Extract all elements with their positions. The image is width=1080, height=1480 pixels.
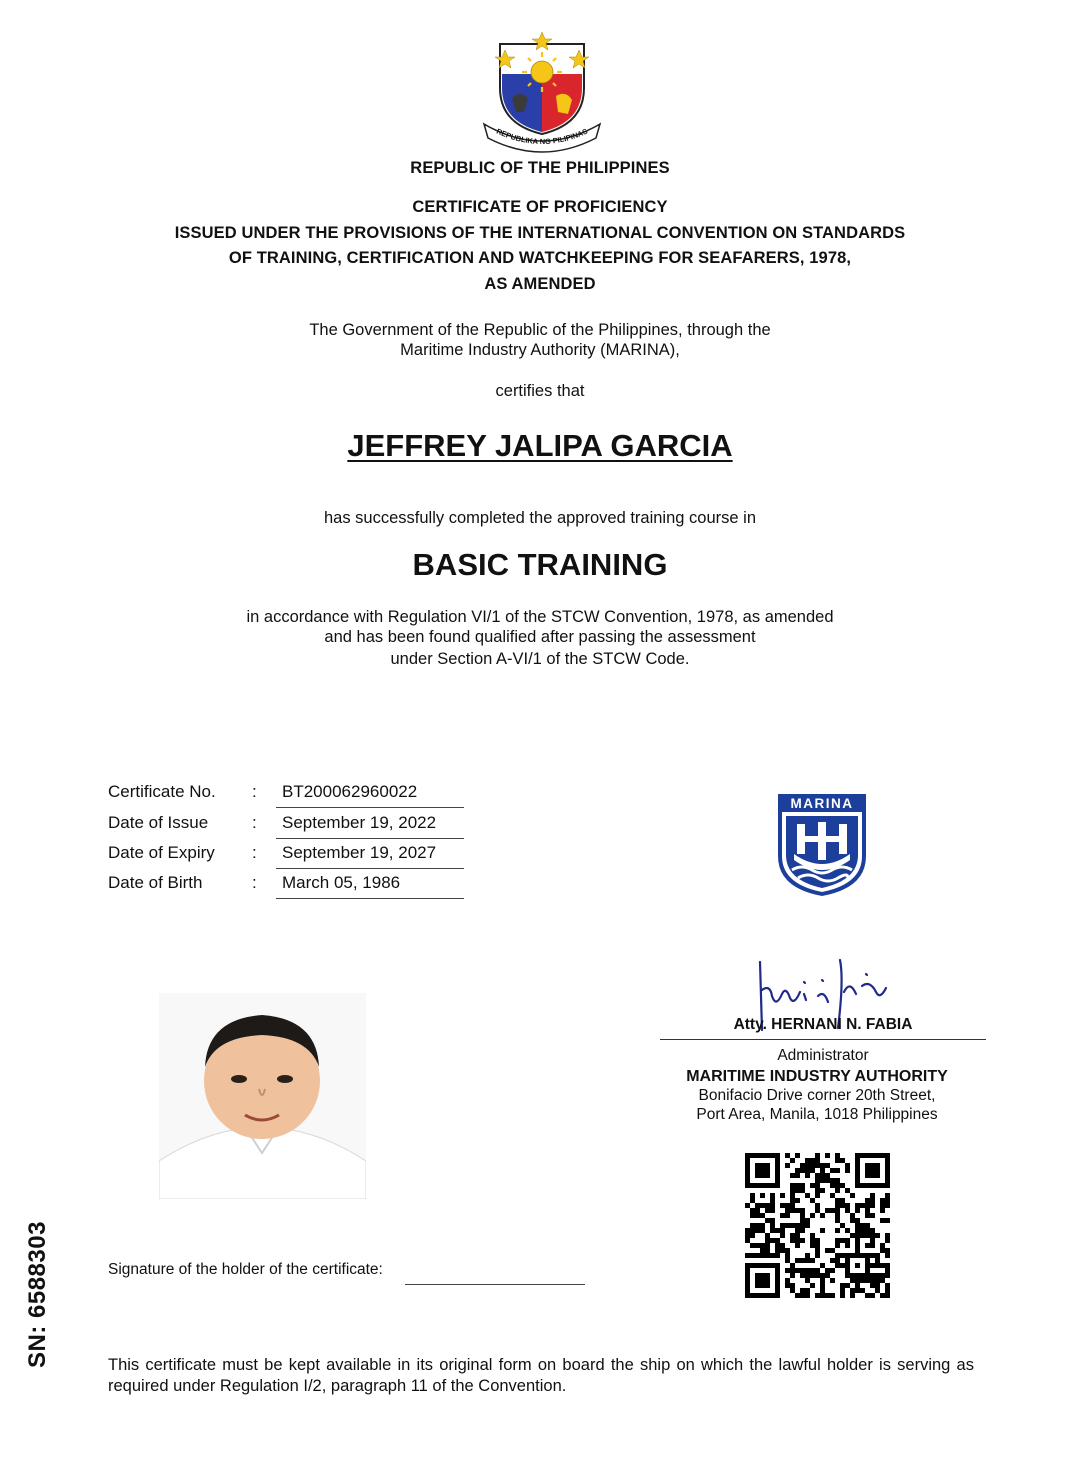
regulation-line-3: under Section A-VI/1 of the STCW Code.	[390, 650, 690, 668]
detail-label: Date of Issue	[108, 813, 209, 832]
coat-of-arms-seal	[472, 26, 612, 154]
agency-address-line-2: Port Area, Manila, 1018 Philippines	[696, 1106, 938, 1123]
detail-colon: :	[252, 813, 257, 832]
intro-line-2: Maritime Industry Authority (MARINA),	[400, 341, 680, 359]
holder-name: JEFFREY JALIPA GARCIA	[347, 428, 733, 463]
regulation-line-1: in accordance with Regulation VI/1 of the STCW Convention, 1978, as amended	[246, 608, 834, 626]
country-heading: REPUBLIC OF THE PHILIPPINES	[410, 159, 670, 177]
detail-row-certificate-no	[108, 778, 468, 808]
footer-notice: This certificate must be kept available in its original form on board the ship on which the lawful holder is serving as required under Regulation I/2, paragraph 11 of the Convention.	[108, 1356, 974, 1395]
convention-line-1: ISSUED UNDER THE PROVISIONS OF THE INTERNATIONAL CONVENTION ON STANDARDS	[174, 224, 906, 242]
date-of-issue-value: September 19, 2022	[276, 813, 464, 839]
course-name: BASIC TRAINING	[412, 547, 668, 582]
course-wrapper	[0, 547, 1080, 583]
convention-line-2: OF TRAINING, CERTIFICATION AND WATCHKEEPING FOR SEAFARERS, 1978,	[228, 249, 852, 267]
administrator-signature-line	[660, 1039, 986, 1040]
regulation-line-2: and has been found qualified after passing the assessment	[324, 628, 756, 646]
convention-line-3: AS AMENDED	[484, 275, 596, 293]
agency-address-line-1: Bonifacio Drive corner 20th Street,	[698, 1087, 936, 1104]
detail-label: Date of Expiry	[108, 843, 215, 862]
detail-row-date-of-issue	[108, 809, 468, 839]
detail-row-date-of-expiry	[108, 839, 468, 869]
completion-text: has successfully completed the approved training course in	[324, 509, 756, 527]
administrator-title: Administrator	[777, 1047, 869, 1064]
date-of-birth-value: March 05, 1986	[276, 873, 464, 899]
serial-number-wrapper	[22, 1210, 82, 1380]
administrator-name: Atty. HERNANI N. FABIA	[733, 1016, 913, 1033]
seal-motto: REPUBLIKA NG PILIPINAS	[495, 126, 589, 147]
intro-line-1: The Government of the Republic of the Philippines, through the	[309, 321, 771, 339]
marina-logo	[776, 792, 868, 898]
detail-colon: :	[252, 843, 257, 862]
date-of-expiry-value: September 19, 2027	[276, 843, 464, 869]
holder-photo-graphic	[159, 993, 366, 1199]
holder-signature-line	[405, 1284, 585, 1285]
serial-number: SN: 6588303	[24, 1221, 51, 1368]
detail-colon: :	[252, 873, 257, 892]
holder-name-wrapper	[0, 428, 1080, 464]
certificate-number-value: BT200062960022	[276, 782, 464, 808]
detail-label: Certificate No.	[108, 782, 216, 801]
certifies-text: certifies that	[495, 382, 585, 400]
certificate-type-heading: CERTIFICATE OF PROFICIENCY	[412, 198, 668, 216]
agency-name: MARITIME INDUSTRY AUTHORITY	[686, 1068, 948, 1085]
qr-code	[745, 1153, 890, 1298]
detail-colon: :	[252, 782, 257, 801]
marina-logo-text: MARINA	[790, 796, 854, 811]
detail-label: Date of Birth	[108, 873, 203, 892]
holder-photo	[159, 993, 366, 1199]
holder-signature-label: Signature of the holder of the certificate:	[108, 1261, 383, 1278]
detail-row-date-of-birth	[108, 869, 468, 899]
